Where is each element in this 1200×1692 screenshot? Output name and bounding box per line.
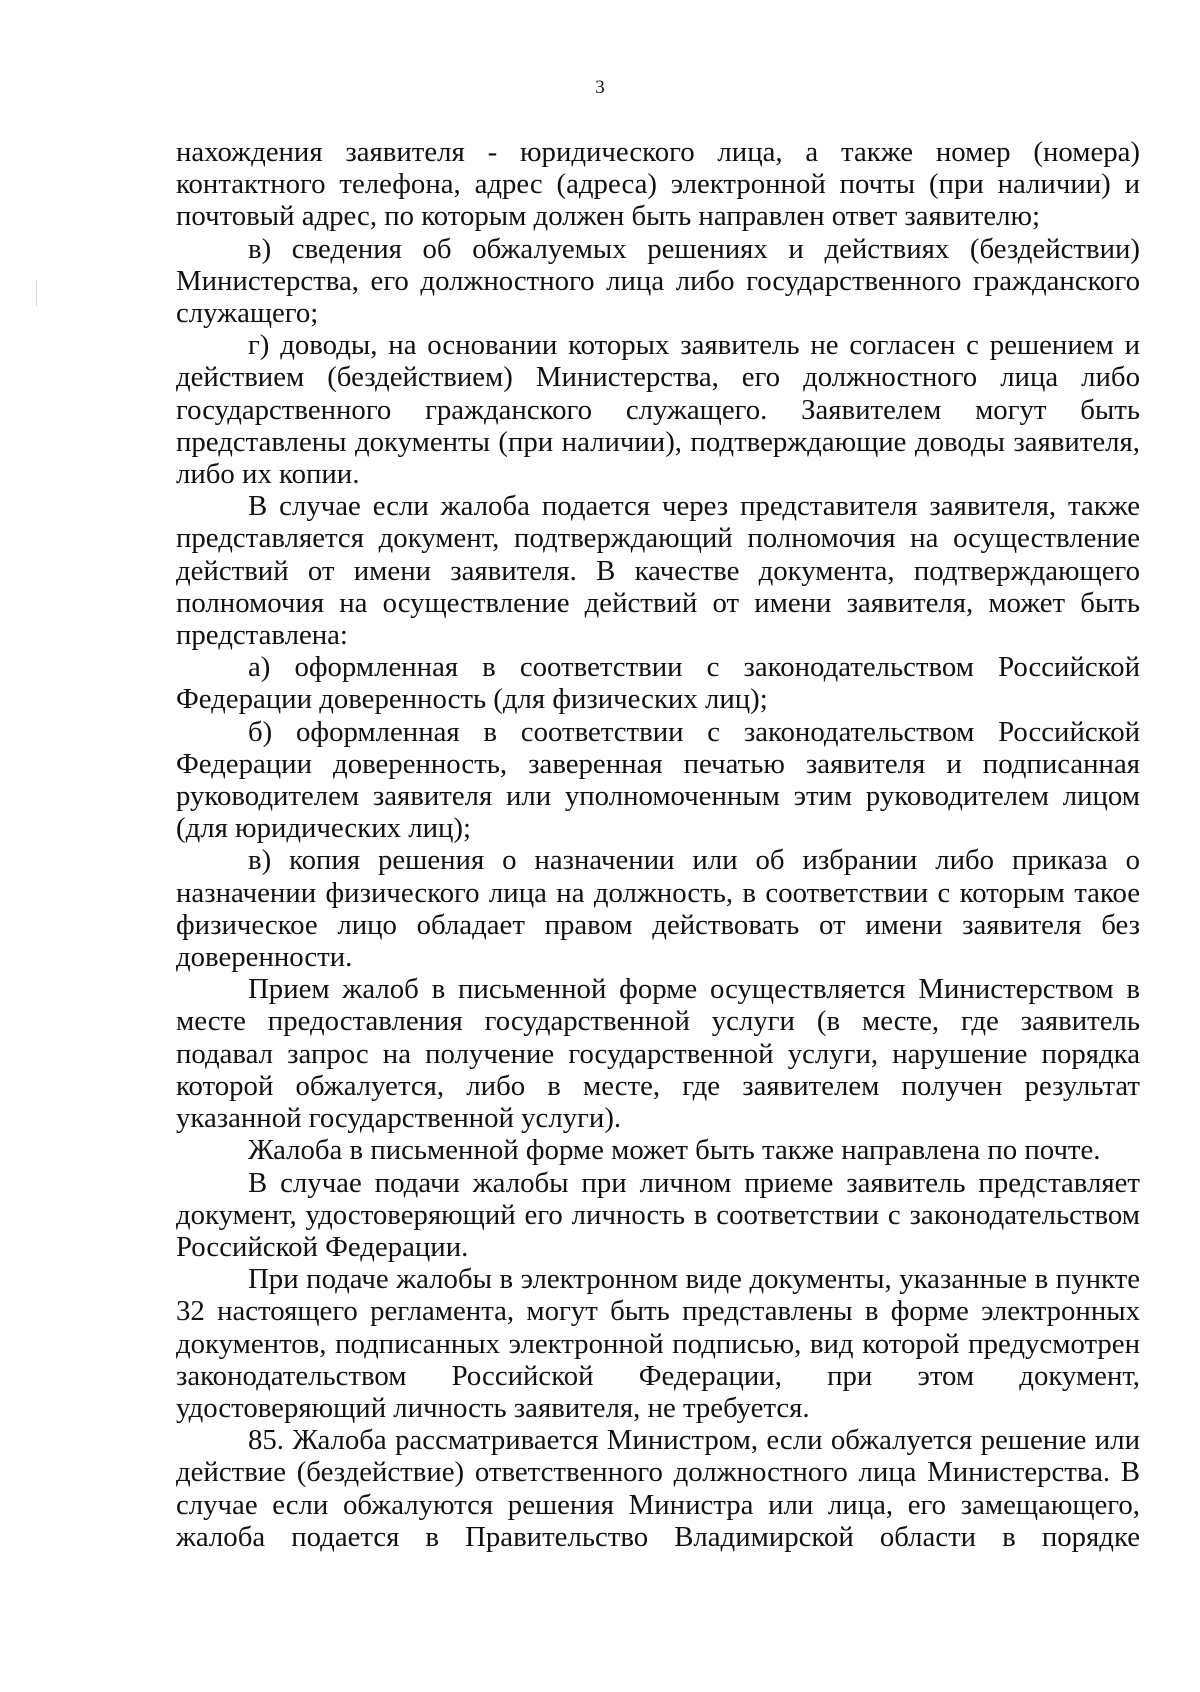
paragraph: В случае если жалоба подается через представителя заявителя, также представляется документ, подтверждающий полномочия на осуществление действий от имени заявителя. В качестве документа, подтверждающего полномочия на осуществление действий от имени заявителя, может быть представлена: bbox=[176, 490, 1140, 652]
paragraph: нахождения заявителя - юридического лица, а также номер (номера) контактного телефона, адрес (адреса) электронной почты (при наличии) и почтовый адрес, по которым должен быть направлен ответ заявителю; bbox=[176, 136, 1140, 233]
paragraph: в) копия решения о назначении или об избрании либо приказа о назначении физического лица на должность, в соответствии с которым такое физическое лицо обладает правом действовать от имени заявителя без доверенности. bbox=[176, 844, 1140, 974]
scan-margin-mark bbox=[36, 280, 37, 306]
paragraph: Жалоба в письменной форме может быть также направлена по почте. bbox=[248, 1134, 1101, 1167]
page-number: 3 bbox=[595, 77, 605, 98]
paragraph: В случае подачи жалобы при личном приеме заявитель представляет документ, удостоверяющий его личность в соответствии с законодательством Российской Федерации. bbox=[176, 1166, 1140, 1263]
paragraph: в) сведения об обжалуемых решениях и действиях (бездействии) Министерства, его должностного лица либо государственного гражданского служащего; bbox=[176, 232, 1140, 330]
paragraph: г) доводы, на основании которых заявитель не согласен с решением и действием (бездействием) Министерства, его должностного лица либо государственного гражданского служащего. Заявителем могут быть представлены документы (при наличии), подтверждающие доводы заявителя, либо их копии. bbox=[176, 329, 1140, 491]
paragraph: 85. Жалоба рассматривается Министром, если обжалуется решение или действие (бездействие) ответственного должностного лица Министерства. В случае если обжалуются решения Министра или лица, его замещающего, жалоба подается в Правительство Владимирской области в порядке bbox=[176, 1424, 1140, 1553]
paragraph: б) оформленная в соответствии с законодательством Российской Федерации доверенность, заверенная печатью заявителя и подписанная руководителем заявителя или уполномоченным этим руководителем лицом (для юридических лиц); bbox=[176, 715, 1140, 845]
document-body bbox=[176, 136, 1140, 1553]
paragraph: Прием жалоб в письменной форме осуществляется Министерством в месте предоставления государственной услуги (в месте, где заявитель подавал запрос на получение государственной услуги, нарушение порядка которой обжалуется, либо в месте, где заявителем получен результат указанной государственной услуги). bbox=[176, 973, 1140, 1135]
paragraph: а) оформленная в соответствии с законодательством Российской Федерации доверенность (для физических лиц); bbox=[176, 651, 1140, 716]
paragraph: При подаче жалобы в электронном виде документы, указанные в пункте 32 настоящего регламента, могут быть представлены в форме электронных документов, подписанных электронной подписью, вид которой предусмотрен законодательством Российской Федерации, при этом документ, удостоверяющий личность заявителя, не требуется. bbox=[176, 1263, 1140, 1424]
